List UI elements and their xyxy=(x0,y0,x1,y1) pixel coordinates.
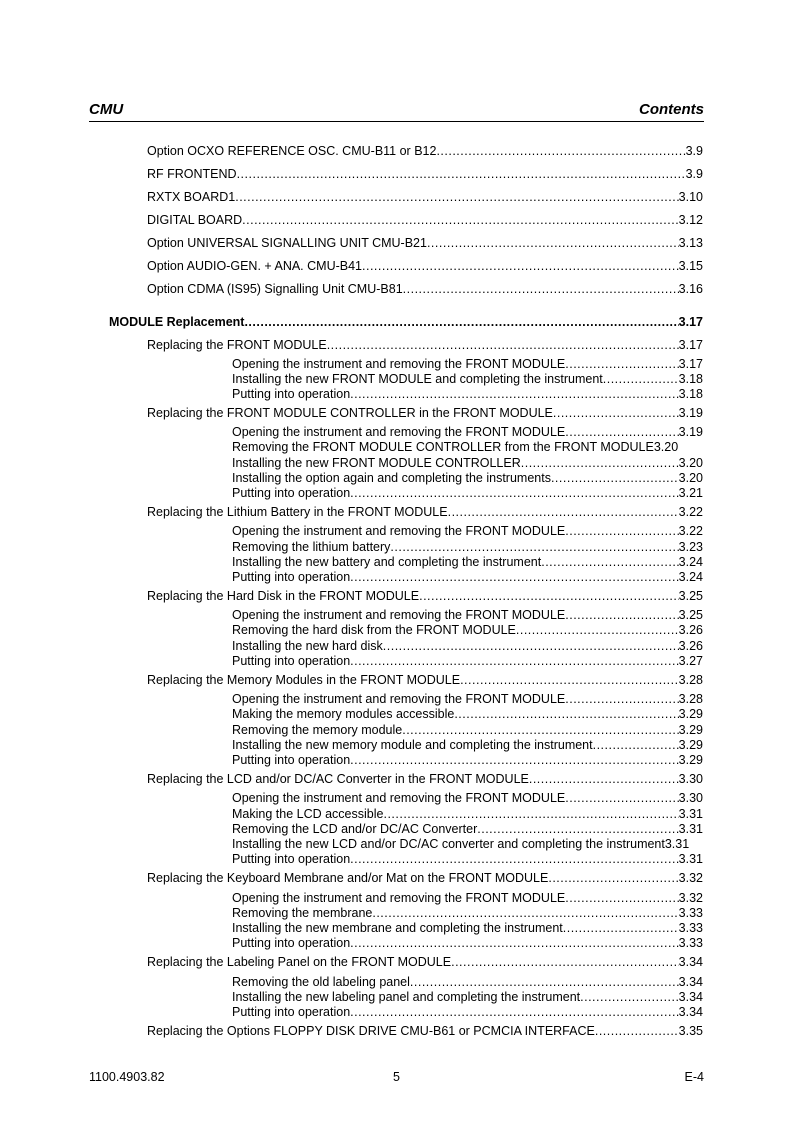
toc-subentry[interactable]: Putting into operation ..... 3.21 xyxy=(232,486,703,501)
toc-subentry[interactable]: Putting into operation ..... 3.24 xyxy=(232,570,703,585)
toc-subentry[interactable]: Opening the instrument and removing the FRONT MODULE ..... 3.17 xyxy=(232,357,703,372)
toc-entry[interactable]: Replacing the Keyboard Membrane and/or Mat on the FRONT MODULE ..... 3.32 xyxy=(147,871,703,886)
toc-subentry[interactable]: Installing the new memory module and completing the instrument ..... 3.29 xyxy=(232,738,703,753)
toc-entry[interactable]: Replacing the Options FLOPPY DISK DRIVE CMU-B61 or PCMCIA INTERFACE ..... 3.35 xyxy=(147,1024,703,1039)
toc-subentry[interactable]: Installing the new hard disk ..... 3.26 xyxy=(232,639,703,654)
toc-entry[interactable]: Replacing the Labeling Panel on the FRONT MODULE ..... 3.34 xyxy=(147,955,703,970)
toc-subentry[interactable]: Removing the hard disk from the FRONT MODULE ..... 3.26 xyxy=(232,623,703,638)
toc-subentry[interactable]: Putting into operation ..... 3.33 xyxy=(232,936,703,951)
toc-subentry[interactable]: Putting into operation ..... 3.27 xyxy=(232,654,703,669)
toc-entry[interactable]: Option AUDIO-GEN. + ANA. CMU-B41 ..... 3.15 xyxy=(147,259,703,274)
toc-subentry[interactable]: Opening the instrument and removing the FRONT MODULE ..... 3.25 xyxy=(232,608,703,623)
header-title-left: CMU xyxy=(89,101,124,118)
toc-subentry[interactable]: Putting into operation ..... 3.34 xyxy=(232,1005,703,1020)
toc-subentry[interactable]: Installing the new FRONT MODULE and completing the instrument ..... 3.18 xyxy=(232,372,703,387)
footer-page-number: 5 xyxy=(393,1070,400,1084)
toc-subentry[interactable]: Installing the new FRONT MODULE CONTROLLER ..... 3.20 xyxy=(232,456,703,471)
toc-entry[interactable]: RXTX BOARD1 ..... 3.10 xyxy=(147,190,703,205)
toc-entry[interactable]: Replacing the FRONT MODULE ..... 3.17 xyxy=(147,338,703,353)
toc-subentry[interactable]: Installing the new membrane and completing the instrument ..... 3.33 xyxy=(232,921,703,936)
toc-section-entry[interactable]: MODULE Replacement ..... 3.17 xyxy=(109,315,703,330)
toc-entry[interactable]: Option OCXO REFERENCE OSC. CMU-B11 or B12 ..... 3.9 xyxy=(147,144,703,159)
toc-subentry[interactable]: Removing the lithium battery ..... 3.23 xyxy=(232,540,703,555)
toc-entry[interactable]: DIGITAL BOARD ..... 3.12 xyxy=(147,213,703,228)
toc-subentry[interactable]: Installing the option again and completing the instruments ..... 3.20 xyxy=(232,471,703,486)
toc-entry[interactable]: RF FRONTEND ..... 3.9 xyxy=(147,167,703,182)
toc-subentry[interactable]: Putting into operation ..... 3.29 xyxy=(232,753,703,768)
toc-subentry[interactable]: Removing the LCD and/or DC/AC Converter ..... 3.31 xyxy=(232,822,703,837)
header-title-right: Contents xyxy=(639,101,704,118)
footer-edition: E-4 xyxy=(684,1070,704,1084)
toc-entry[interactable]: Replacing the Memory Modules in the FRONT MODULE ..... 3.28 xyxy=(147,673,703,688)
toc-entry[interactable]: Option UNIVERSAL SIGNALLING UNIT CMU-B21 ..... 3.13 xyxy=(147,236,703,251)
toc-subentry[interactable]: Removing the membrane ..... 3.33 xyxy=(232,906,703,921)
toc-subentry[interactable]: Making the memory modules accessible ..... 3.29 xyxy=(232,707,703,722)
footer-document-number: 1100.4903.82 xyxy=(89,1070,165,1084)
toc-subentry[interactable]: Putting into operation ..... 3.18 xyxy=(232,387,703,402)
toc-subentry[interactable]: Opening the instrument and removing the FRONT MODULE ..... 3.19 xyxy=(232,425,703,440)
toc-subentry[interactable]: Installing the new labeling panel and completing the instrument ..... 3.34 xyxy=(232,990,703,1005)
toc-subentry[interactable]: Putting into operation ..... 3.31 xyxy=(232,852,703,867)
toc-subentry[interactable]: Installing the new LCD and/or DC/AC converter and completing the instrument 3.31 xyxy=(232,837,690,851)
toc-entry[interactable]: Replacing the LCD and/or DC/AC Converter in the FRONT MODULE ..... 3.30 xyxy=(147,772,703,787)
toc-entry[interactable]: Option CDMA (IS95) Signalling Unit CMU-B81 ..... 3.16 xyxy=(147,282,703,297)
toc-entry[interactable]: Replacing the Hard Disk in the FRONT MODULE ..... 3.25 xyxy=(147,589,703,604)
toc-subentry[interactable]: Opening the instrument and removing the FRONT MODULE ..... 3.30 xyxy=(232,791,703,806)
toc-entry[interactable]: Replacing the FRONT MODULE CONTROLLER in the FRONT MODULE ..... 3.19 xyxy=(147,406,703,421)
toc-subentry[interactable]: Opening the instrument and removing the FRONT MODULE ..... 3.32 xyxy=(232,891,703,906)
toc-subentry[interactable]: Making the LCD accessible ..... 3.31 xyxy=(232,807,703,822)
toc-subentry[interactable]: Removing the memory module ..... 3.29 xyxy=(232,723,703,738)
toc-entry[interactable]: Replacing the Lithium Battery in the FRONT MODULE ..... 3.22 xyxy=(147,505,703,520)
toc-subentry[interactable]: Opening the instrument and removing the FRONT MODULE ..... 3.22 xyxy=(232,524,703,539)
toc-subentry[interactable]: Installing the new battery and completing the instrument ..... 3.24 xyxy=(232,555,703,570)
toc-subentry[interactable]: Removing the old labeling panel ..... 3.34 xyxy=(232,975,703,990)
toc-subentry[interactable]: Removing the FRONT MODULE CONTROLLER from the FRONT MODULE 3.20 xyxy=(232,440,679,454)
toc-subentry[interactable]: Opening the instrument and removing the FRONT MODULE ..... 3.28 xyxy=(232,692,703,707)
